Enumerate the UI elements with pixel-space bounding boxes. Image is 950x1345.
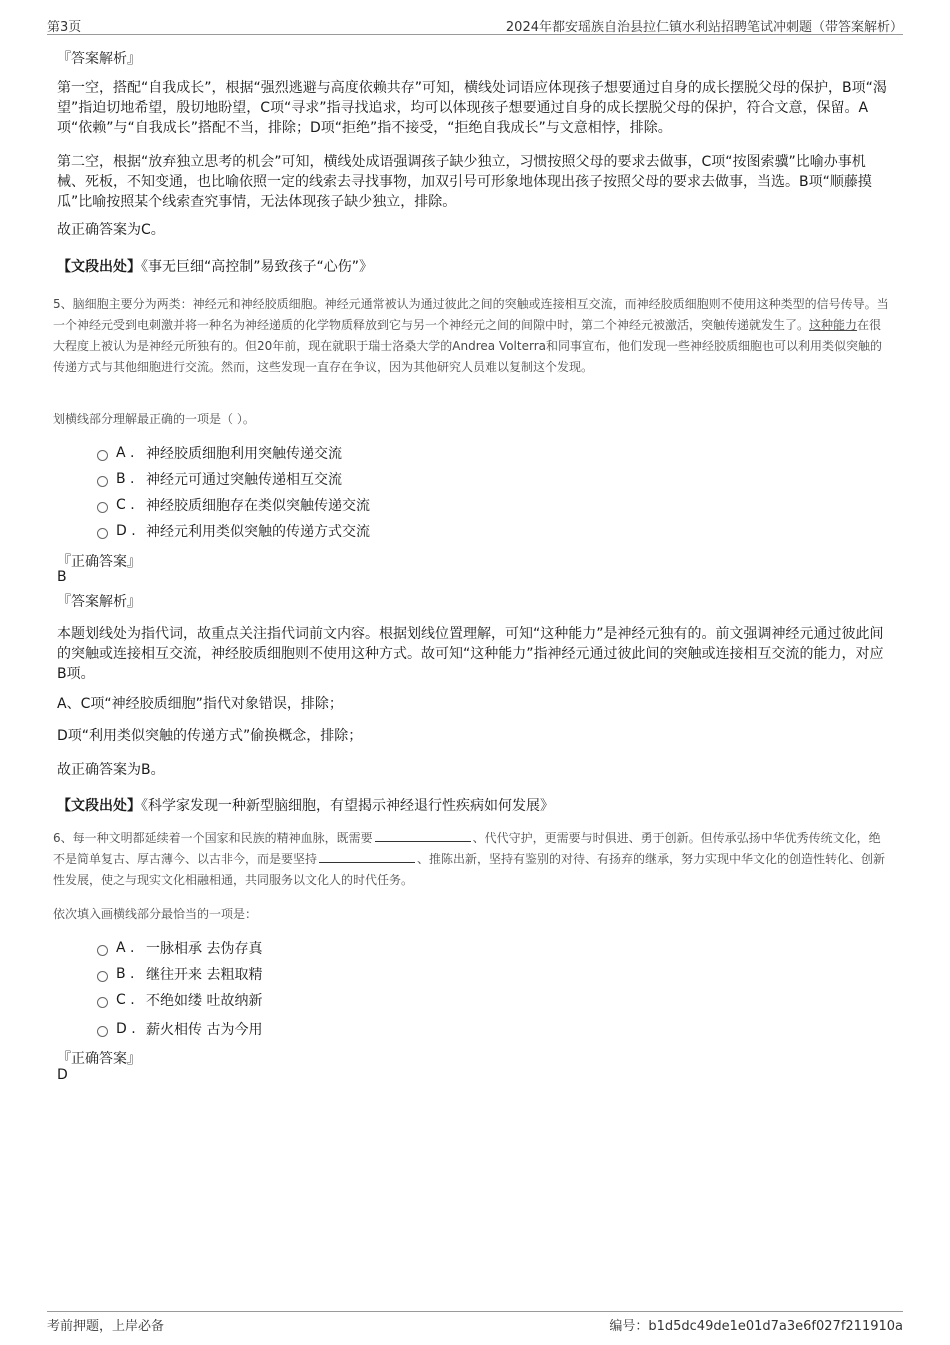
q4-source — [57, 256, 887, 276]
q5-underlined-phrase: 这种能力 — [809, 318, 858, 332]
page-header — [47, 14, 903, 35]
q5-prompt: 划横线部分理解最正确的一项是（ ）。 — [53, 412, 255, 426]
radio-icon[interactable] — [97, 971, 108, 982]
q4-analysis-tag: 『答案解析』 — [57, 51, 141, 67]
radio-icon[interactable] — [97, 450, 108, 461]
option-text: 薪火相传 古为今用 — [146, 1022, 263, 1038]
option-text: 继往开来 去粗取精 — [146, 967, 263, 983]
q5-analysis-para1: 本题划线处为指代词，故重点关注指代词前文内容。根据划线位置理解，可知“这种能力”是神经元独有的。前文强调神经元通过彼此间的突触或连接相互交流，神经胶质细胞则不使用这种方式。故可知“这种能力”指神经元通过彼此间的突触或连接相互交流的能力，对应B项。 — [57, 626, 884, 682]
q6-option-b[interactable] — [97, 963, 262, 985]
page-footer — [47, 1311, 903, 1334]
q6-prompt: 依次填入画横线部分最恰当的一项是： — [53, 907, 258, 921]
option-letter: A . — [116, 445, 135, 461]
radio-icon[interactable] — [97, 997, 108, 1008]
option-letter: B . — [116, 966, 135, 982]
q5-analysis-para2: A、C项“神经胶质细胞”指代对象错误，排除； — [57, 696, 343, 712]
footer-slogan: 考前押题，上岸必备 — [47, 1319, 165, 1334]
q5-source-text: 《科学家发现一种新型脑细胞，有望揭示神经退行性疾病如何发展》 — [141, 798, 554, 814]
option-letter: B . — [116, 471, 135, 487]
option-letter: C . — [116, 497, 135, 513]
option-text: 一脉相承 去伪存真 — [146, 941, 263, 957]
option-text: 神经胶质细胞存在类似突触传递交流 — [146, 498, 370, 514]
radio-icon[interactable] — [97, 945, 108, 956]
q4-source-text: 《事无巨细“高控制”易致孩子“心伤”》 — [141, 259, 374, 275]
q4-conclusion: 故正确答案为C。 — [57, 222, 165, 238]
document-title: 2024年都安瑶族自治县拉仁镇水利站招聘笔试冲刺题（带答案解析） — [505, 20, 903, 35]
q4-analysis-para1: 第一空，搭配“自我成长”，根据“强烈逃避与高度依赖共存”可知，横线处词语应体现孩子想要通过自身的成长摆脱父母的保护，B项“渴望”指迫切地希望，殷切地盼望，C项“寻求”指寻找追求，均可以体现孩子想要通过自身的成长摆脱父母的保护，符合文意，保留。A项“依赖”与“自我成长”搭配不当，排除；D项“拒绝”指不接受，“拒绝自我成长”与文意相悖，排除。 — [57, 80, 887, 136]
q5-answer-tag: 『正确答案』 — [57, 554, 141, 570]
option-text: 不绝如缕 吐故纳新 — [146, 993, 263, 1009]
q5-source — [57, 795, 887, 815]
option-text: 神经胶质细胞利用突触传递交流 — [146, 446, 342, 462]
q5-answer: B — [57, 569, 67, 585]
option-letter: C . — [116, 992, 135, 1008]
blank-line-2 — [319, 850, 415, 863]
q6-option-d[interactable] — [97, 1018, 262, 1040]
q5-analysis-para3: D项“利用类似突触的传递方式”偷换概念，排除； — [57, 728, 363, 744]
q4-analysis-para2: 第二空，根据“放弃独立思考的机会”可知，横线处成语强调孩子缺少独立，习惯按照父母的要求去做事，C项“按图索骥”比喻办事机械、死板，不知变通，也比喻依照一定的线索去寻找事物，加双引号可形象地体现出孩子按照父母的要求去做事，当选。B项“顺藤摸瓜”比喻按照某个线索查究事情，无法体现孩子缺少独立，排除。 — [57, 154, 872, 210]
q5-analysis-tag: 『答案解析』 — [57, 594, 141, 610]
q5-option-b[interactable] — [97, 468, 342, 490]
radio-icon[interactable] — [97, 1026, 108, 1037]
q6-option-c[interactable] — [97, 989, 262, 1011]
option-text: 神经元利用类似突触的传递方式交流 — [146, 524, 370, 540]
document-id: 编号：b1d5dc49de1e01d7a3e6f027f211910a — [609, 1319, 903, 1334]
q5-option-a[interactable] — [97, 442, 342, 464]
q5-option-c[interactable] — [97, 494, 370, 516]
q5-passage — [53, 294, 891, 378]
option-letter: A . — [116, 940, 135, 956]
option-letter: D . — [116, 523, 136, 539]
q6-answer-tag: 『正确答案』 — [57, 1051, 141, 1067]
q5-conclusion: 故正确答案为B。 — [57, 762, 165, 778]
q6-passage-part1: 6、每一种文明都延续着一个国家和民族的精神血脉，既需要 — [53, 831, 373, 845]
q4-source-label: 【文段出处】 — [57, 259, 141, 275]
q6-answer: D — [57, 1067, 68, 1083]
q5-option-d[interactable] — [97, 520, 370, 542]
option-text: 神经元可通过突触传递相互交流 — [146, 472, 342, 488]
q6-passage — [53, 828, 891, 891]
option-letter: D . — [116, 1021, 136, 1037]
radio-icon[interactable] — [97, 502, 108, 513]
radio-icon[interactable] — [97, 528, 108, 539]
q6-option-a[interactable] — [97, 937, 262, 959]
radio-icon[interactable] — [97, 476, 108, 487]
page-number: 第3页 — [47, 20, 82, 35]
q6-passage-part3: 、推陈出新，坚持有鉴别的对待、有扬弃的继承，努力实现中华文化的创造性转化、创新性发展，使之与现实文化相融相通，共同服务以文化人的时代任务。 — [53, 852, 886, 887]
q6-passage-part2: 、代代守护，更需要与时俱进、勇于创新。但传承弘扬中华优秀传统文化，绝不是简单复古、厚古薄今、以古非今，而是要坚持 — [53, 831, 881, 866]
q5-source-label: 【文段出处】 — [57, 798, 141, 814]
blank-line-1 — [375, 829, 471, 842]
q5-passage-part2: 在很大程度上被认为是神经元所独有的。但20年前，现在就职于瑞士洛桑大学的Andrea Volterra和同事宣布，他们发现一些神经胶质细胞也可以利用类似突触的传递方式与其他细胞进行交流。然而，这些发现一直存在争议，因为其他研究人员难以复制这个发现。 — [53, 318, 882, 374]
q5-passage-part1: 5、脑细胞主要分为两类：神经元和神经胶质细胞。神经元通常被认为通过彼此之间的突触或连接相互交流，而神经胶质细胞则不使用这种类型的信号传导。当一个神经元受到电刺激并将一种名为神经递质的化学物质释放到它与另一个神经元之间的间隙中时，第二个神经元被激活，突触传递就发生了。 — [53, 297, 889, 332]
